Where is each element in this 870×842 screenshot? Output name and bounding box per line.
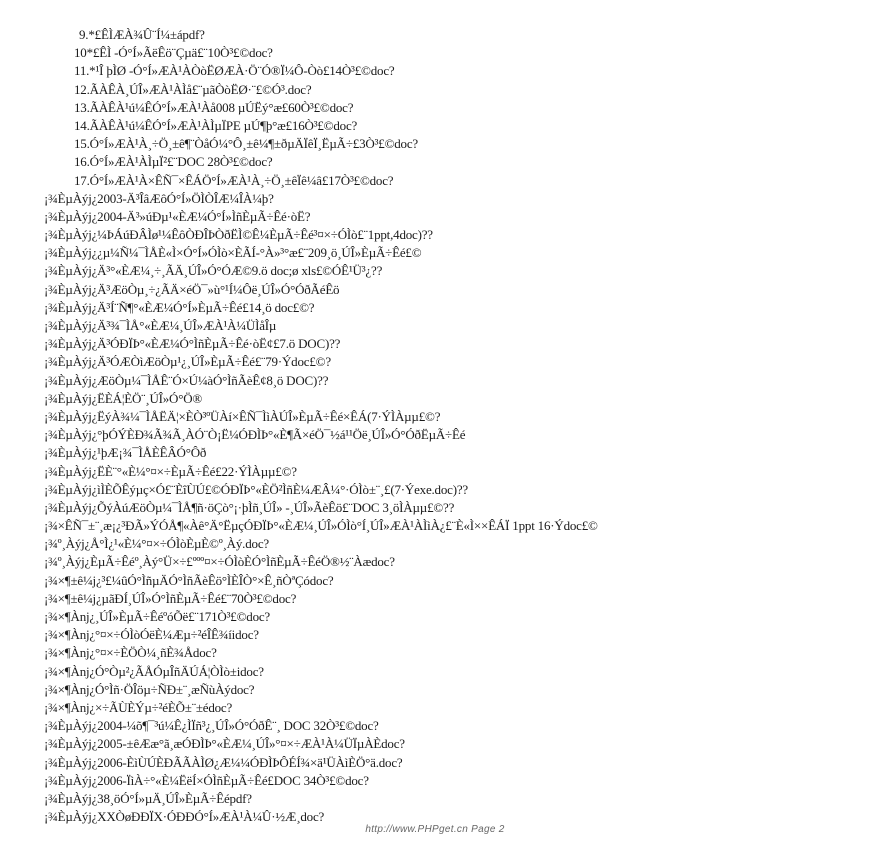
document-line: 14.ÃÀÊÀ¹ú¼ÊÓ°Í»ÆÀ¹ÀÌµÏPE µÚ¶þ°æ£16Ò³£©doc? bbox=[74, 117, 358, 133]
document-line: ¡¾ÈµÀýj¿2003-Ä³ÎâÆôÓ°Í»ÖÌÒÎÆ¼ÎÀ¼þ? bbox=[44, 190, 274, 206]
document-line: ¡¾ÈµÀýj¿Ä³ÆöÒµ¸÷¿ÃÄ×éÖ¯»ù°¹Í¼Ôë¸ÚÎ»Ó°ÓðÃéÊö bbox=[44, 281, 340, 297]
document-line: ¡¾ÈµÀýj¿ËýÀ¾¼¯ÌÅËÄ¦×ÈÒ³ºÜÀí×ÊÑ¯ÌìÀÚÎ»ÈµÃ÷Êé×ÊÁ(7·ÝÌÀµµ£©? bbox=[44, 408, 441, 424]
document-line: ¡¾ÈµÀýj¿¼ÞÁúÐÂÌø¹¼ÊôÒÐÎÞÒðËÌ©Ê¼ÈµÃ÷Êé³¤×÷ÓÌò£¨1ppt,4doc)?? bbox=[44, 227, 433, 243]
document-line: ¡¾ÈµÀýj¿Ä³Í¨Ñ¶°«ÈÆ¼Ó°Í»ÈµÃ÷Êé£14¸ö doc£©? bbox=[44, 299, 315, 315]
document-line: 10*£ÊÌ -Ó°Í»ÃëÊö¨Çµä£¨10Ò³£©doc? bbox=[74, 45, 273, 61]
document-line: ¡¾ÈµÀýj¿2006-ÏìÀ÷°«È¼ËëÍ×ÓÌñÈµÃ÷Êé£DOC 34Ò³£©doc? bbox=[44, 772, 369, 788]
document-line: ¡¾ÈµÀýj¿ÕýÀúÆöÒµ¼¯ÌÅ¶ñ·öÇò°¡·þÌñ¸ÚÎ» -¸ÚÎ»ÃèÊö£¨DOC 3¸öÌÀµµ£©?? bbox=[44, 499, 455, 515]
document-line: ¡¾ÈµÀýj¿°þÓÝÈÐ¾Ã¾Ã¸ÀÓ¨Ò¡Ë¼ÓÐÌÞ°«È¶Ã×éÖ¯½á¹¹Öë¸ÚÎ»Ó°ÓðËµÃ÷Êé bbox=[44, 427, 466, 443]
document-line: ¡¾×¶Ànj¿Ó°Òµ²¿ÃÅÓµÎñÄÚÁ¦ÒÌò±idoc? bbox=[44, 663, 264, 679]
document-line: ¡¾ÈµÀýj¿Ä³°«ÈÆ¼¸÷¸ÃÄ¸ÚÎ»Ó°ÓÆ©9.ö doc;ø xls£©ÓÊ¹Ü³¿?? bbox=[44, 263, 383, 279]
document-line: ¡¾×¶Ànj¿°¤×÷ÈÖÒ¼¸ñÈ¾Ådoc? bbox=[44, 645, 217, 661]
document-line: ¡¾ÈµÀýj¿Ä³¾¯ÌÅ°«ÈÆ¼¸ÚÎ»ÆÀ¹À¼ÜÌåÎµ bbox=[44, 318, 277, 333]
document-line: 11.*¹Î þÌØ -Ó°Í»ÆÀ¹ÀÒòËØÆÀ·Ö¨Ó®Ï¼Ô-Òò£14Ò³£©doc? bbox=[74, 63, 395, 79]
document-line: ¡¾×¶Ànj¿¸ÚÎ»ÈµÃ÷ÊéºóÕë£¨171Ò³£©doc? bbox=[44, 609, 271, 624]
document-line: ¡¾ÈµÀýj¿¹þÆ¡¾¯ÌÅÈÊÂÓ°Ôð bbox=[44, 445, 207, 461]
document-line: ¡¾ÈµÀýj¿ìÌÈÕÊýµç×Ó£¨ÈîÙÚ£©ÓÐÏÞ°«ÈÖ²ÌñÈ¼ÆÂ¼°·ÓÌò±¨¸£(7·Ýexe.doc)?? bbox=[44, 481, 468, 497]
document-line: ¡¾ÈµÀýj¿XXÒøÐÐÏX·ÓÐÐÓ°Í»ÆÀ¹À¼Û·½Æ¸doc? bbox=[44, 809, 325, 825]
document-line: 17.Ó°Í»ÆÀ¹À×ÊÑ¯×ÊÁÖ°Í»ÆÀ¹À¸÷Ö¸±êÏê¼â£17Ò³£©doc? bbox=[74, 172, 394, 188]
document-line: ¡¾ÈµÀýj¿ËÈ¨°«È¼°¤×÷ÈµÃ÷Êé£22·ÝÌÀµµ£©? bbox=[44, 463, 297, 479]
document-line: ¡¾º¸Àýj¿ÈµÃ÷Êéº¸Àý°Ü×÷£ººº¤×÷ÓÌòÈÓ°ÌñÈµÃ÷ÊéÖ®½¨Àædoc? bbox=[44, 554, 395, 570]
document-line: ¡¾×¶±ê¼j¿³£¼ûÓ°ÌñµÄÓ°ÌñÃèÊö°ÌÈÎÒ°×Ê¸ñÒªÇódoc? bbox=[44, 572, 334, 588]
document-line-list bbox=[0, 26, 870, 826]
document-line: 13.ÃÀÊÀ¹ú¼ÊÓ°Í»ÆÀ¹Àå008 µÚËý°æ£60Ò³£©doc? bbox=[74, 99, 354, 115]
document-line: ¡¾×¶Ànj¿Ó°Ìñ·ÖÎöµ÷ÑÐ±¨¸æÑùÀýdoc? bbox=[44, 681, 255, 697]
document-line: 9.*£ÊÌÆÀ¾Û¨Í¼±ápdf? bbox=[79, 27, 205, 42]
document-line: ¡¾ÈµÀýj¿2005-±êÆæ°ã¸æÓÐÌÞ°«ÈÆ¼¸ÚÎ»°¤×÷ÆÀ¹À¼ÜÏµÀÈdoc? bbox=[44, 736, 405, 752]
document-line: ¡¾ÈµÀýj¿2004-¼õ¶¯³ú¼Ê¿ÌÏñ³¿¸ÚÎ»Ó°ÓðÊ¨¸ DOC 32Ò³£©doc? bbox=[44, 718, 379, 734]
document-line: ¡¾ÈµÀýj¿Ä³ÓÆÒìÆöÒµ¹¿¸ÚÎ»ÈµÃ÷Êé£¨79·Ýdoc£©? bbox=[44, 354, 331, 370]
page-footer: http://www.PHPget.cn Page 2 bbox=[365, 824, 505, 835]
document-line: ¡¾×¶Ànj¿°¤×÷ÓÌòÓëÈ¼Æµ÷²éÎÊ¾íidoc? bbox=[44, 627, 259, 643]
document-line: ¡¾ÈµÀýj¿Ä³ÓÐÏÞ°«ÈÆ¼Ó°ÌñÈµÃ÷Êé·òË¢£7.ö DOC)?? bbox=[44, 336, 341, 352]
document-line: ¡¾×ÊÑ¯±¨¸æ¡¿³ÐÃ»ÝÓÅ¶«Àê°Ä°ËµçÓÐÏÞ°«ÈÆ¼¸ÚÎ»ÓÌò°Í¸ÚÎ»ÆÀ¹ÀÌìÀ¿£¨È«Ì××ÊÁÏ 1ppt 16·Ýdoc£© bbox=[44, 518, 598, 534]
document-line: ¡¾ÈµÀýj¿2004-Ä³»úÐµ¹«ÈÆ¼Ó°Í»ÌñÈµÃ÷Êé·òË? bbox=[44, 208, 311, 224]
document-line: ¡¾ÈµÀýj¿ËÈÁ¦ÈÖ¨¸ÚÎ»Ó°Ö® bbox=[44, 390, 203, 406]
document-line: ¡¾ÈµÀýj¿ÆöÒµ¼¯ÌÅÊ¨Ó×Ú¼àÓ°ÌñÃèÊ¢8¸ö DOC)?? bbox=[44, 372, 329, 388]
document-line: 15.Ó°Í»ÆÀ¹À¸÷Ö¸±ê¶¨ÒåÓ¼°Ô¸±ê¼¶±ðµÄÏêÏ¸ËµÃ÷£3Ò³£©doc? bbox=[74, 136, 418, 152]
document-line: ¡¾ÈµÀýj¿¿µ¼Ñ¼¯ÌÅÈ«Ì×Ó°Í»ÓÌò×ÈÃÍ-°À»³°æ£¨209¸ö¸ÚÎ»ÈµÃ÷Êé£© bbox=[44, 245, 422, 261]
document-line: ¡¾×¶Ànj¿×÷ÃÙÈÝµ÷²éÈÕ±¨±édoc? bbox=[44, 699, 233, 715]
document-line: ¡¾ÈµÀýj¿38¸öÓ°Í»µÄ¸ÚÎ»ÈµÃ÷Êépdf? bbox=[44, 790, 252, 806]
document-line: ¡¾º¸Àýj¿Å°Ì¿¹«È¼°¤×÷ÓÌòÈµÈ©º¸Àý.doc? bbox=[44, 536, 269, 552]
document-line: 12.ÃÀÊÀ¸ÚÎ»ÆÀ¹ÀÌå£¨µãÒòËØ·¨£©Ó³.doc? bbox=[74, 81, 312, 97]
document-line: ¡¾ÈµÀýj¿2006-ÈìÙÚÈÐÃÃÀÌØ¿Æ¼¼ÓÐÌÞÔÉÍ¾×ä¹ÜÀìÈÖ°ä.doc? bbox=[44, 754, 403, 770]
document-line: ¡¾×¶±ê¼j¿µãÐÍ¸ÚÎ»Ó°ÌñÈµÃ÷Êé£¨70Ò³£©doc? bbox=[44, 590, 297, 606]
document-line: 16.Ó°Í»ÆÀ¹ÀÌµÏ²£¨DOC 28Ò³£©doc? bbox=[74, 154, 273, 170]
